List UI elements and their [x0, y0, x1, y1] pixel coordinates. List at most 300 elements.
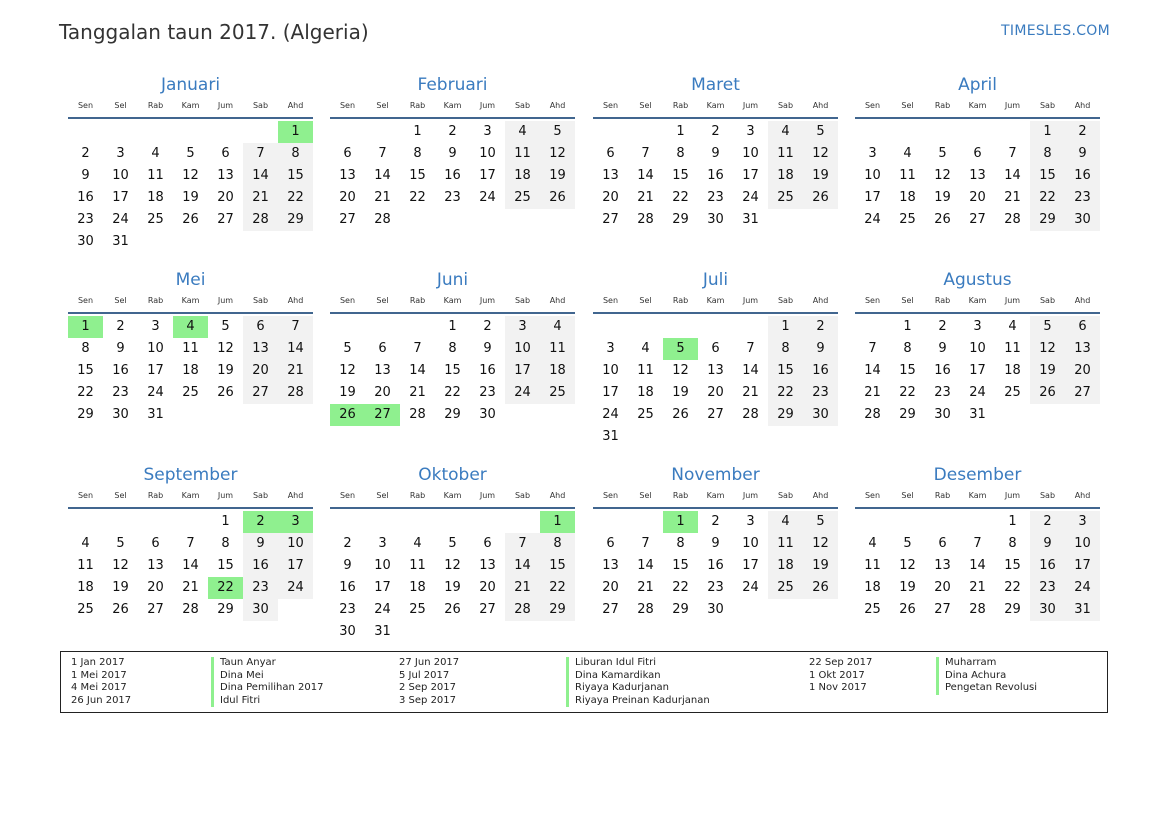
day-cell: 12 — [217, 341, 234, 356]
holiday-day-cell: 3 — [278, 511, 313, 533]
week-row — [855, 382, 1100, 404]
day-cell: 5 — [343, 341, 352, 356]
day-cell: 21 — [864, 385, 881, 400]
day-cell: 14 — [182, 558, 199, 573]
day-cell: 27 — [602, 602, 619, 617]
empty-cell — [400, 209, 435, 231]
empty-cell — [768, 599, 803, 621]
day-cell: 19 — [339, 385, 356, 400]
day-cell: 19 — [934, 190, 951, 205]
day-cell: 10 — [742, 146, 759, 161]
week-row — [330, 121, 575, 143]
day-cell: 25 — [768, 187, 803, 209]
day-cell: 15 — [278, 165, 313, 187]
day-cell: 8 — [1008, 536, 1017, 551]
legend-holiday-name: Dina Kamardikan — [566, 670, 710, 683]
empty-cell — [1030, 404, 1065, 426]
day-cell: 6 — [243, 316, 278, 338]
day-cell: 26 — [540, 187, 575, 209]
day-cell: 16 — [479, 363, 496, 378]
day-cell: 31 — [969, 407, 986, 422]
month-name: Desember — [933, 465, 1022, 485]
day-cell: 20 — [243, 360, 278, 382]
weekday-label: Ahd — [549, 491, 566, 500]
weekday-label: Rab — [409, 491, 426, 500]
weekday-label: Sab — [514, 491, 531, 500]
day-cell: 21 — [278, 360, 313, 382]
empty-cell — [470, 621, 505, 643]
day-cell: 11 — [899, 168, 916, 183]
week-row — [330, 621, 575, 643]
day-cell: 4 — [868, 536, 877, 551]
empty-cell — [365, 511, 400, 533]
day-cell: 7 — [378, 146, 387, 161]
day-cell: 5 — [116, 536, 125, 551]
day-cell: 5 — [221, 319, 230, 334]
week-row — [855, 599, 1100, 621]
weekday-label: Sab — [514, 101, 531, 110]
legend-date: 4 Mei 2017 — [71, 682, 127, 694]
day-cell: 25 — [409, 602, 426, 617]
legend-holiday-name: Taun Anyar — [211, 657, 323, 670]
day-cell: 7 — [641, 536, 650, 551]
legend-holiday-name: Pengetan Revolusi — [936, 682, 1037, 695]
day-cell: 24 — [147, 385, 164, 400]
weekday-label: Kam — [968, 101, 987, 110]
day-cell: 25 — [147, 212, 164, 227]
day-cell: 29 — [278, 209, 313, 231]
weekday-header — [593, 489, 838, 507]
month-name: September — [143, 465, 238, 485]
week-row — [330, 382, 575, 404]
day-cell: 29 — [540, 599, 575, 621]
empty-cell — [803, 209, 838, 231]
header-rule — [855, 312, 1100, 314]
month-oktober — [330, 464, 575, 643]
day-cell: 13 — [934, 558, 951, 573]
weekday-label: Sab — [777, 101, 794, 110]
day-cell: 25 — [899, 212, 916, 227]
day-cell: 20 — [217, 190, 234, 205]
empty-cell — [173, 511, 208, 533]
header-rule — [68, 507, 313, 509]
day-cell: 2 — [803, 316, 838, 338]
week-row — [330, 404, 575, 426]
weekday-label: Sel — [114, 491, 127, 500]
day-cell: 6 — [378, 341, 387, 356]
day-cell: 26 — [217, 385, 234, 400]
empty-cell — [243, 231, 278, 253]
week-row — [68, 338, 313, 360]
week-row — [593, 426, 838, 448]
day-cell: 22 — [409, 190, 426, 205]
brand-link[interactable]: TIMESLES.COM — [1001, 23, 1110, 39]
day-cell: 9 — [1065, 143, 1100, 165]
day-cell: 2 — [483, 319, 492, 334]
legend-date: 27 Jun 2017 — [399, 657, 460, 668]
weekday-label: Sab — [1039, 491, 1056, 500]
day-cell: 18 — [864, 580, 881, 595]
day-cell: 14 — [742, 363, 759, 378]
day-cell: 5 — [186, 146, 195, 161]
day-cell: 21 — [969, 580, 986, 595]
day-cell: 9 — [243, 533, 278, 555]
weekday-label: Ahd — [287, 296, 304, 305]
empty-cell — [540, 404, 575, 426]
day-cell: 8 — [448, 341, 457, 356]
day-cell: 16 — [339, 580, 356, 595]
day-cell: 23 — [803, 382, 838, 404]
day-cell: 25 — [864, 602, 881, 617]
weekday-header — [330, 294, 575, 312]
day-cell: 23 — [243, 577, 278, 599]
day-cell: 20 — [602, 190, 619, 205]
weekday-label: Rab — [672, 101, 689, 110]
day-cell: 1 — [676, 124, 685, 139]
day-cell: 3 — [505, 316, 540, 338]
weekday-header — [68, 99, 313, 117]
day-cell: 22 — [444, 385, 461, 400]
day-cell: 29 — [899, 407, 916, 422]
empty-cell — [435, 511, 470, 533]
weekday-label: Sen — [339, 491, 356, 500]
day-cell: 22 — [899, 385, 916, 400]
day-cell: 17 — [505, 360, 540, 382]
empty-cell — [925, 121, 960, 143]
day-cell: 10 — [112, 168, 129, 183]
day-cell: 27 — [602, 212, 619, 227]
legend-date: 26 Jun 2017 — [71, 694, 132, 706]
day-cell: 31 — [602, 429, 619, 444]
day-cell: 21 — [182, 580, 199, 595]
day-cell: 16 — [803, 360, 838, 382]
weekday-label: Sel — [114, 296, 127, 305]
empty-cell — [733, 316, 768, 338]
day-cell: 3 — [746, 124, 755, 139]
day-cell: 9 — [483, 341, 492, 356]
day-cell: 13 — [339, 168, 356, 183]
day-cell: 24 — [1065, 577, 1100, 599]
header-rule — [68, 117, 313, 119]
day-cell: 3 — [868, 146, 877, 161]
week-row — [68, 143, 313, 165]
day-cell: 13 — [479, 558, 496, 573]
legend-holiday-name: Muharram — [936, 657, 1037, 670]
day-cell: 11 — [768, 533, 803, 555]
week-row — [330, 316, 575, 338]
week-row — [330, 555, 575, 577]
day-cell: 23 — [1065, 187, 1100, 209]
day-cell: 8 — [768, 338, 803, 360]
weekday-label: Sab — [1039, 296, 1056, 305]
week-row — [330, 511, 575, 533]
day-cell: 1 — [1008, 514, 1017, 529]
weekday-label: Sab — [252, 491, 269, 500]
empty-cell — [138, 231, 173, 253]
weekday-header — [68, 294, 313, 312]
day-cell: 12 — [112, 558, 129, 573]
weekday-label: Rab — [934, 101, 951, 110]
weekday-header — [330, 489, 575, 507]
week-row — [68, 404, 313, 426]
weekday-label: Sel — [114, 101, 127, 110]
day-cell: 18 — [147, 190, 164, 205]
weekday-label: Jum — [742, 491, 759, 500]
day-cell: 22 — [278, 187, 313, 209]
week-row — [593, 555, 838, 577]
day-cell: 8 — [278, 143, 313, 165]
day-cell: 26 — [803, 187, 838, 209]
weekday-label: Sen — [339, 101, 356, 110]
day-cell: 8 — [81, 341, 90, 356]
day-cell: 23 — [707, 190, 724, 205]
day-cell: 22 — [540, 577, 575, 599]
empty-cell — [995, 404, 1030, 426]
weekday-header — [855, 99, 1100, 117]
day-cell: 26 — [1030, 382, 1065, 404]
holiday-legend — [60, 651, 1108, 713]
day-cell: 30 — [1030, 599, 1065, 621]
day-cell: 4 — [1008, 319, 1017, 334]
day-cell: 24 — [112, 212, 129, 227]
month-april — [855, 74, 1100, 231]
weekday-label: Kam — [968, 491, 987, 500]
day-cell: 30 — [112, 407, 129, 422]
empty-cell — [628, 316, 663, 338]
weekday-label: Sab — [252, 101, 269, 110]
empty-cell — [855, 316, 890, 338]
day-cell: 10 — [742, 536, 759, 551]
day-cell: 2 — [448, 124, 457, 139]
day-cell: 31 — [374, 624, 391, 639]
day-cell: 16 — [707, 558, 724, 573]
weekday-label: Jum — [217, 101, 234, 110]
week-row — [330, 165, 575, 187]
day-cell: 6 — [711, 341, 720, 356]
weekday-label: Sen — [77, 491, 94, 500]
week-row — [855, 404, 1100, 426]
weekday-label: Jum — [479, 296, 496, 305]
day-cell: 15 — [1004, 558, 1021, 573]
day-cell: 12 — [540, 143, 575, 165]
empty-cell — [628, 511, 663, 533]
day-cell: 14 — [969, 558, 986, 573]
day-cell: 10 — [505, 338, 540, 360]
day-cell: 23 — [339, 602, 356, 617]
weekday-label: Sen — [602, 101, 619, 110]
day-cell: 28 — [409, 407, 426, 422]
header-rule — [855, 117, 1100, 119]
day-cell: 4 — [768, 511, 803, 533]
weekday-label: Kam — [968, 296, 987, 305]
day-cell: 13 — [707, 363, 724, 378]
day-cell: 16 — [1065, 165, 1100, 187]
month-maret — [593, 74, 838, 231]
weekday-label: Sab — [777, 296, 794, 305]
day-cell: 16 — [707, 168, 724, 183]
legend-holiday-name: Dina Mei — [211, 670, 323, 683]
day-cell: 4 — [413, 536, 422, 551]
day-cell: 12 — [182, 168, 199, 183]
empty-cell — [278, 231, 313, 253]
week-row — [593, 143, 838, 165]
empty-cell — [628, 121, 663, 143]
holiday-day-cell: 1 — [663, 511, 698, 533]
day-cell: 11 — [505, 143, 540, 165]
day-cell: 27 — [969, 212, 986, 227]
weekday-label: Kam — [443, 491, 462, 500]
empty-cell — [768, 209, 803, 231]
day-cell: 20 — [339, 190, 356, 205]
day-cell: 19 — [803, 165, 838, 187]
weekday-header — [593, 99, 838, 117]
day-cell: 29 — [1004, 602, 1021, 617]
week-row — [68, 511, 313, 533]
header-rule — [330, 117, 575, 119]
day-cell: 8 — [676, 536, 685, 551]
month-name: Juli — [702, 270, 729, 290]
week-row — [593, 121, 838, 143]
day-cell: 27 — [934, 602, 951, 617]
day-cell: 10 — [479, 146, 496, 161]
day-cell: 28 — [637, 212, 654, 227]
day-cell: 6 — [221, 146, 230, 161]
day-cell: 14 — [278, 338, 313, 360]
day-cell: 23 — [707, 580, 724, 595]
day-cell: 12 — [444, 558, 461, 573]
day-cell: 23 — [1030, 577, 1065, 599]
day-cell: 3 — [1065, 511, 1100, 533]
holiday-day-cell: 4 — [173, 316, 208, 338]
day-cell: 29 — [672, 212, 689, 227]
day-cell: 8 — [413, 146, 422, 161]
day-cell: 15 — [768, 360, 803, 382]
weekday-label: Ahd — [812, 296, 829, 305]
weekday-label: Sen — [864, 296, 881, 305]
day-cell: 9 — [803, 338, 838, 360]
day-cell: 7 — [505, 533, 540, 555]
weekday-label: Sel — [901, 491, 914, 500]
day-cell: 19 — [672, 385, 689, 400]
weekday-label: Rab — [409, 296, 426, 305]
week-row — [593, 187, 838, 209]
month-juli — [593, 269, 838, 448]
day-cell: 14 — [1004, 168, 1021, 183]
weekday-label: Sab — [252, 296, 269, 305]
day-cell: 29 — [672, 602, 689, 617]
day-cell: 30 — [77, 234, 94, 249]
header-rule — [593, 117, 838, 119]
weekday-label: Rab — [934, 491, 951, 500]
day-cell: 16 — [1030, 555, 1065, 577]
header-rule — [68, 312, 313, 314]
day-cell: 4 — [81, 536, 90, 551]
empty-cell — [803, 599, 838, 621]
week-row — [68, 165, 313, 187]
empty-cell — [208, 121, 243, 143]
legend-date: 1 Mei 2017 — [71, 669, 127, 681]
week-row — [68, 577, 313, 599]
day-cell: 30 — [934, 407, 951, 422]
day-cell: 24 — [374, 602, 391, 617]
day-cell: 15 — [217, 558, 234, 573]
weekday-label: Jum — [479, 101, 496, 110]
day-cell: 10 — [278, 533, 313, 555]
month-november — [593, 464, 838, 621]
day-cell: 23 — [934, 385, 951, 400]
weekday-label: Sel — [639, 101, 652, 110]
day-cell: 26 — [444, 602, 461, 617]
day-cell: 18 — [409, 580, 426, 595]
day-cell: 18 — [182, 363, 199, 378]
day-cell: 21 — [637, 580, 654, 595]
day-cell: 30 — [479, 407, 496, 422]
day-cell: 12 — [1030, 338, 1065, 360]
weekday-header — [68, 489, 313, 507]
day-cell: 10 — [374, 558, 391, 573]
legend-date: 3 Sep 2017 — [399, 694, 457, 706]
weekday-label: Kam — [706, 101, 725, 110]
empty-cell — [138, 121, 173, 143]
day-cell: 10 — [864, 168, 881, 183]
holiday-day-cell: 27 — [365, 404, 400, 426]
day-cell: 11 — [77, 558, 94, 573]
day-cell: 14 — [505, 555, 540, 577]
week-row — [68, 187, 313, 209]
day-cell: 20 — [147, 580, 164, 595]
weekday-label: Ahd — [549, 296, 566, 305]
day-cell: 22 — [768, 382, 803, 404]
empty-cell — [890, 121, 925, 143]
header-rule — [330, 312, 575, 314]
day-cell: 25 — [637, 407, 654, 422]
day-cell: 20 — [1065, 360, 1100, 382]
weekday-label: Sel — [376, 101, 389, 110]
week-row — [68, 599, 313, 621]
weekday-header — [330, 99, 575, 117]
day-cell: 16 — [77, 190, 94, 205]
day-cell: 20 — [969, 190, 986, 205]
week-row — [855, 209, 1100, 231]
empty-cell — [663, 426, 698, 448]
day-cell: 14 — [374, 168, 391, 183]
day-cell: 4 — [540, 316, 575, 338]
day-cell: 15 — [77, 363, 94, 378]
day-cell: 6 — [151, 536, 160, 551]
weekday-header — [855, 489, 1100, 507]
empty-cell — [593, 316, 628, 338]
empty-cell — [505, 511, 540, 533]
day-cell: 31 — [1065, 599, 1100, 621]
day-cell: 13 — [1065, 338, 1100, 360]
day-cell: 2 — [1030, 511, 1065, 533]
day-cell: 24 — [602, 407, 619, 422]
day-cell: 29 — [217, 602, 234, 617]
day-cell: 16 — [243, 555, 278, 577]
day-cell: 8 — [540, 533, 575, 555]
day-cell: 29 — [1030, 209, 1065, 231]
day-cell: 5 — [540, 121, 575, 143]
page-title: Tanggalan taun 2017. (Algeria) — [59, 20, 369, 44]
weekday-label: Jum — [1004, 296, 1021, 305]
day-cell: 19 — [444, 580, 461, 595]
weekday-label: Kam — [706, 491, 725, 500]
weekday-label: Sel — [639, 296, 652, 305]
day-cell: 19 — [803, 555, 838, 577]
day-cell: 10 — [1065, 533, 1100, 555]
day-cell: 2 — [1065, 121, 1100, 143]
day-cell: 25 — [540, 382, 575, 404]
